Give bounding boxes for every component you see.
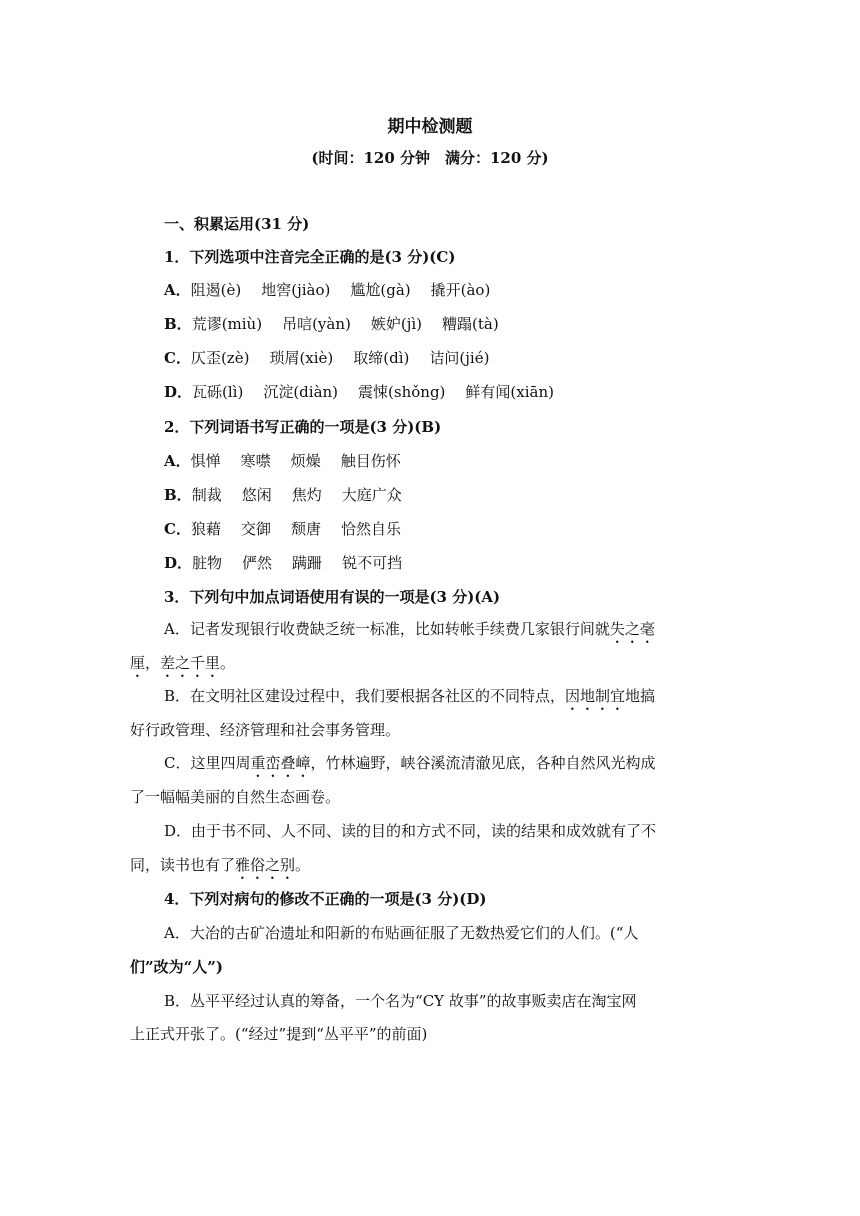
question-2-option-a [164,451,421,471]
dotted-phrase: 因地制宜 [565,687,626,705]
question-3-stem: 3．下列句中加点词语使用有误的一项是(3 分)(A) [164,588,501,606]
option-word: 仄歪(zè) [190,349,250,367]
option-word: 沉淀(diàn) [263,383,339,401]
question-1-stem: 1．下列选项中注音完全正确的是(3 分)(C) [164,248,456,266]
question-4-option-a-line1: A．大冶的古矿冶遗址和阳新的布贴画征服了无数热爱它们的人们。(“人 [164,924,639,942]
option-word: 糟蹋(tà) [442,315,499,333]
option-word: 锐不可挡 [342,554,403,572]
option-word: 瓦砾(lì) [192,383,244,401]
option-word: 琐屑(xiè) [269,349,334,367]
option-word: 脏物 [192,554,223,572]
option-word: 嫉妒(jì) [370,315,423,333]
option-label: A． [164,452,191,470]
option-word: 烦燥 [290,452,321,470]
option-label: C． [164,349,191,367]
question-3-option-c-line1 [164,753,656,781]
option-word: 震悚(shǒng) [358,383,446,401]
option-word: 俨然 [242,554,273,572]
option-word: 取缔(dì) [353,349,410,367]
option-word: 蹒跚 [292,554,323,572]
option-word: 触目伤怀 [340,452,401,470]
question-3-option-a-line2 [130,653,235,681]
option-text: B．在文明社区建设过程中，我们要根据各社区的不同特点， [164,687,566,705]
option-word: 惧惮 [190,452,221,470]
option-label: A． [164,281,191,299]
option-label: B． [164,315,192,333]
question-4-option-b-line2: 上正式开张了。(“经过”提到“丛平平”的前面) [130,1025,428,1043]
question-2-option-c [164,519,421,539]
question-3-option-a-line1 [164,619,655,647]
question-2-option-b [164,485,422,505]
question-4-stem: 4．下列对病句的修改不正确的一项是(3 分)(D) [164,890,487,908]
option-text: C．这里四周 [164,754,251,772]
dotted-phrase: 失之毫 [609,620,655,638]
option-word: 交御 [240,520,271,538]
question-4-option-b-line1: B．丛平平经过认真的筹备，一个名为“CY 故事”的故事贩卖店在淘宝网 [164,992,637,1010]
option-text: 地搞 [625,687,656,705]
option-word: 地窖(jiào) [261,281,331,299]
dotted-phrase: 重峦叠嶂 [250,754,311,772]
option-word: 悠闲 [241,486,272,504]
option-label: D． [164,554,193,572]
option-word: 颓唐 [290,520,321,538]
option-word: 诘问(jié) [429,349,490,367]
option-word: 鲜有闻(xiān) [465,383,554,401]
question-3-option-d-line2 [130,855,310,883]
option-text: 。 [220,654,236,672]
page-subtitle: (时间：120 分钟 满分：120 分) [311,149,549,167]
question-1-option-c [164,348,509,368]
option-word: 制裁 [191,486,222,504]
option-text: 。 [295,856,311,874]
option-text: ，竹林遍野，峡谷溪流清澈见底，各种自然风光构成 [310,754,656,772]
question-3-option-b-line2: 好行政管理、经济管理和社会事务管理。 [130,721,401,739]
question-3-option-b-line1 [164,686,655,714]
question-3-option-c-line2: 了一幅幅美丽的自然生态画卷。 [130,788,341,806]
dotted-phrase: 雅俗之别 [235,856,296,874]
question-1-option-a [164,280,510,300]
question-1-option-d [164,382,574,402]
dotted-phrase: 厘，差之千里 [130,654,221,672]
question-3-option-d-line1: D．由于书不同、人不同、读的目的和方式不同，读的结果和成效就有了不 [164,822,657,840]
question-2-stem: 2．下列词语书写正确的一项是(3 分)(B) [164,418,442,436]
option-word: 狼藉 [190,520,221,538]
option-word: 阻遏(è) [190,281,242,299]
question-2-option-d [164,553,422,573]
question-1-option-b [164,314,519,334]
option-text: A．记者发现银行收费缺乏统一标准，比如转帐手续费几家银行间就 [164,620,610,638]
option-word: 寒噤 [240,452,271,470]
option-word: 恰然自乐 [341,520,402,538]
option-label: D． [164,383,193,401]
section-heading: 一、积累运用(31 分) [164,215,310,233]
option-label: C． [164,520,191,538]
option-word: 焦灼 [291,486,322,504]
option-text: 同，读书也有了 [130,856,236,874]
option-word: 尴尬(gà) [350,281,411,299]
question-4-option-a-line2: 们”改为“人”) [130,958,223,976]
page-title: 期中检测题 [387,117,473,137]
option-word: 撬开(ào) [430,281,491,299]
option-label: B． [164,486,192,504]
option-word: 荒谬(miù) [191,315,263,333]
option-word: 吊唁(yàn) [282,315,351,333]
option-word: 大庭广众 [341,486,402,504]
